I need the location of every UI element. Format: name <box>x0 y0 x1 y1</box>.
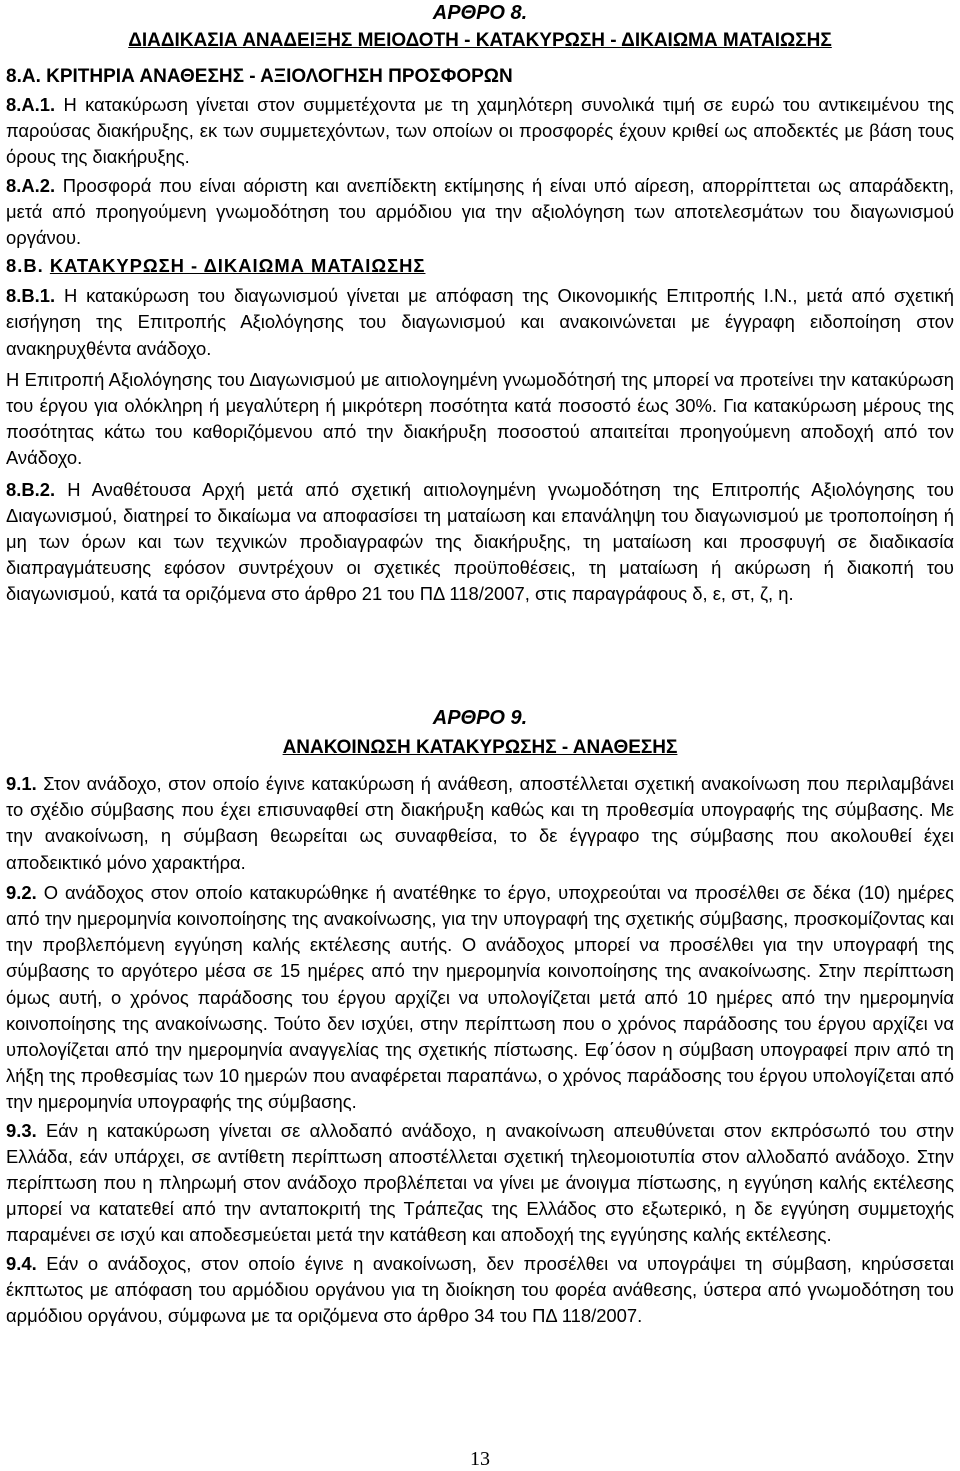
section-8b-number: 8.Β. <box>6 255 44 277</box>
paragraph-number: 9.2. <box>6 881 37 903</box>
paragraph-8b1-continued: Η Επιτροπή Αξιολόγησης του Διαγωνισμού με αιτιολογημένη γνωμοδότησή της μπορεί να προτείνει την κατακύρωση του έργου για ολόκληρη ή μεγαλύτερη ή μικρότερη ποσότητα κατά ποσοστό έως 30%. Για κατακύρωση μέρους της ποσότητας κάτω του καθοριζόμενου από την διακήρυξη ποσοστού απαιτείται προηγούμενη αποδοχή από τον Ανάδοχο. <box>6 368 954 469</box>
paragraph-text: Η κατακύρωση γίνεται στον συμμετέχοντα με τη χαμηλότερη συνολικά τιμή σε ευρώ του αντικειμένου της παρούσας διακήρυξης, εκ των συμμετεχόντων, των οποίων οι προσφορές έχουν κριθεί ως αποδεκτές με βάση τους όρους της διακήρυξης. <box>6 94 954 168</box>
page-number: 13 <box>470 1448 490 1470</box>
paragraph-text: Στον ανάδοχο, στον οποίο έγινε κατακύρωση ή ανάθεση, αποστέλλεται σχετική ανακοίνωση που περιλαμβάνει το σχέδιο σύμβασης που έχει επισυναφθεί στη διακήρυξη καθώς και τη προθεσμία υπογραφής της σύμβασης. Με την ανακοίνωση, η σύμβαση θεωρείται ως συναφθείσα, το δε έγγραφο της σύμβασης που ακολουθεί έχει αποδεικτικό μόνο χαρακτήρα. <box>6 773 954 873</box>
paragraph-number: 8.Β.1. <box>6 285 56 307</box>
paragraph-number: 9.3. <box>6 1119 37 1141</box>
paragraph-text: Εάν η κατακύρωση γίνεται σε αλλοδαπό ανάδοχο, η ανακοίνωση απευθύνεται στον εκπρόσωπό του στην Ελλάδα, εάν υπάρχει, σε αντίθετη περίπτωση αποστέλλεται σχετική τηλεομοιοτυπία στον αλλοδαπό ανάδοχο. Στην περίπτωση που η πληρωμή στον ανάδοχο προβλέπεται να γίνει με άνοιγμα πίστωσης, η εγγύηση καλής εκτέλεσης μπορεί να κατατεθεί από την ανταποκριτή της Τράπεζας της Ελλάδος στο εξωτερικό, η δε εγγύηση συμμετοχής παραμένει σε ισχύ και αποδεσμεύεται μετά την κατάθεση και αποδοχή της εγγύησης καλής εκτέλεσης. <box>6 1119 954 1246</box>
paragraph-number: 9.1. <box>6 773 37 794</box>
paragraph-8b2 <box>6 477 954 608</box>
paragraph-8b1 <box>6 283 954 362</box>
article-9-title: ΑΡΘΡΟ 9. <box>432 707 528 729</box>
paragraph-9-2 <box>6 880 954 1116</box>
paragraph-9-4 <box>6 1251 954 1330</box>
paragraph-text: Η Αναθέτουσα Αρχή μετά από σχετική αιτιολογημένη γνωμοδότηση της Επιτροπής Αξιολόγησης του Διαγωνισμού, διατηρεί το δικαίωμα να αποφασίσει τη ματαίωση και επανάληψη του διαγωνισμού με τροποποίηση ή μη των όρων και των τεχνικών προδιαγραφών της διακήρυξης, τη ματαίωση και προσφυγή σε διαδικασία διαπραγμάτευσης εφόσον συντρέχουν οι σχετικές προϋποθέσεις, τη ματαίωση ή ακύρωση ή διακοπή του διαγωνισμού, κατά τα οριζόμενα στο άρθρο 21 του ΠΔ 118/2007, στις παραγράφους δ, ε, στ, ζ, η. <box>6 478 954 605</box>
paragraph-8a1 <box>6 92 954 171</box>
article-8-title: ΑΡΘΡΟ 8. <box>432 2 528 24</box>
paragraph-text: Ο ανάδοχος στον οποίο κατακυρώθηκε ή ανατέθηκε το έργο, υποχρεούται να προσέλθει σε δέκα (10) ημέρες από την ημερομηνία κοινοποίησης της ανακοίνωσης, για την υπογραφή της σχετικής σύμβασης, προσκομίζοντας και την προβλεπόμενη εγγύηση καλής εκτέλεσης αυτής. Ο ανάδοχος μπορεί να προσέλθει για την υπογραφή της σύμβασης το αργότερο μέσα σε 15 ημέρες από την ημερομηνία κοινοποίησης της ανακοίνωσης. Στην περίπτωση όμως αυτή, ο χρόνος παράδοσης του έργου αρχίζει να υπολογίζεται μετά από 10 ημέρες από την ημερομηνία κοινοποίησης της ανακοίνωσης. Τούτο δεν ισχύει, στην περίπτωση που ο χρόνος παράδοσης του έργου αρχίζει να υπολογίζεται από την ημερομηνία αναγγελίας της σχετικής πίστωσης. Εφ΄όσον η σύμβαση υπογραφεί πριν από τη λήξη της προθεσμίας των 10 ημερών που αναφέρεται παραπάνω, ο χρόνος παράδοσης του έργου υπολογίζεται από την ημερομηνία υπογραφής της σύμβασης. <box>6 881 954 1113</box>
paragraph-number: 8.Α.1. <box>6 94 56 115</box>
section-8b-heading <box>6 251 954 281</box>
article-8-subtitle: ΔΙΑΔΙΚΑΣΙΑ ΑΝΑΔΕΙΞΗΣ ΜΕΙΟΔΟΤΗ - ΚΑΤΑΚΥΡΩΣΗ - ΔΙΚΑΙΩΜΑ ΜΑΤΑΙΩΣΗΣ <box>128 30 832 51</box>
paragraph-text: Η κατακύρωση του διαγωνισμού γίνεται με απόφαση της Οικονομικής Επιτροπής Ι.Ν., μετά από σχετική εισήγηση της Επιτροπής Αξιολόγησης του διαγωνισμού και ανακοινώνεται με έγγραφη ειδοποίηση στον ανακηρυχθέντα ανάδοχο. <box>6 285 954 359</box>
paragraph-number: 9.4. <box>6 1252 37 1274</box>
paragraph-text: Προσφορά που είναι αόριστη και ανεπίδεκτη εκτίμησης ή είναι υπό αίρεση, απορρίπτεται ως απαράδεκτη, μετά από προηγούμενη γνωμοδότηση του αρμόδιου για την αξιολόγηση των αποτελεσμάτων του διαγωνισμού οργάνου. <box>6 174 954 249</box>
section-8a-heading: 8.Α. ΚΡΙΤΗΡΙΑ ΑΝΑΘΕΣΗΣ - ΑΞΙΟΛΟΓΗΣΗ ΠΡΟΣΦΟΡΩΝ <box>6 66 513 87</box>
article-8 <box>6 0 954 608</box>
article-9-subtitle: ΑΝΑΚΟΙΝΩΣΗ ΚΑΤΑΚΥΡΩΣΗΣ - ΑΝΑΘΕΣΗΣ <box>282 737 678 758</box>
paragraph-text: Εάν ο ανάδοχος, στον οποίο έγινε η ανακοίνωση, δεν προσέλθει να υπογράψει τη σύμβαση, κηρύσσεται έκπτωτος με απόφαση του αρμόδιου οργάνου για τη διοίκηση του φορέα ανάθεσης, ύστερα από γνωμοδότηση του αρμόδιου οργάνου, σύμφωνα με τα οριζόμενα στο άρθρο 34 του ΠΔ 118/2007. <box>6 1252 954 1327</box>
paragraph-9-3 <box>6 1118 954 1249</box>
paragraph-number: 8.Α.2. <box>6 174 56 196</box>
paragraph-8a2 <box>6 173 954 252</box>
section-8b-title: ΚΑΤΑΚΥΡΩΣΗ - ΔΙΚΑΙΩΜΑ ΜΑΤΑΙΩΣΗΣ <box>49 255 426 277</box>
paragraph-number: 8.Β.2. <box>6 478 56 500</box>
article-9 <box>6 705 954 1329</box>
paragraph-9-1 <box>6 771 954 876</box>
